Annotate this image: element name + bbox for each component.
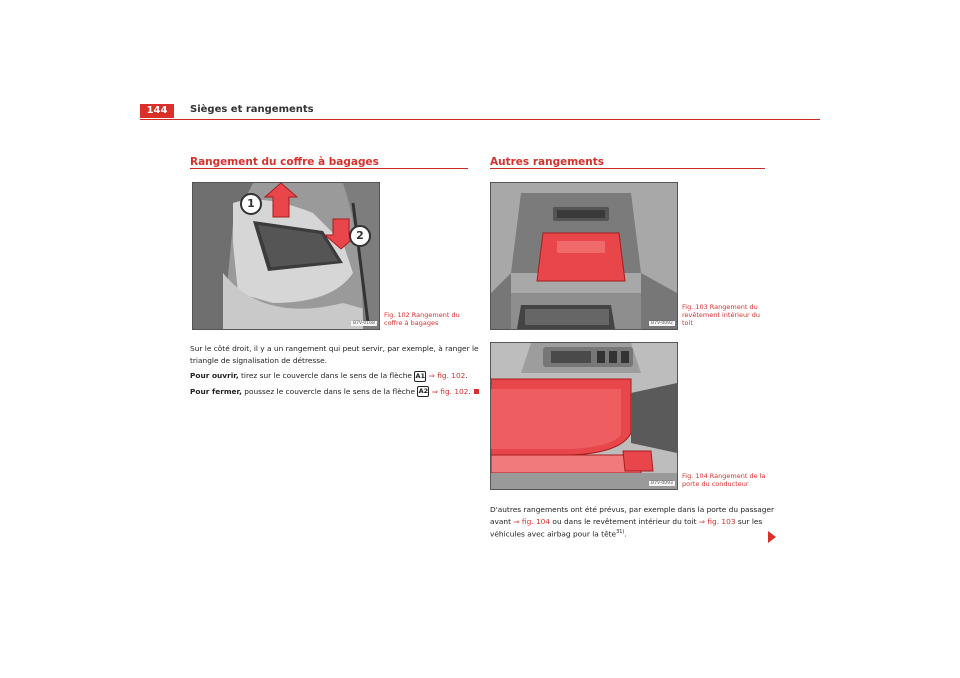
figure-103-illustration: [491, 183, 677, 329]
close-instruction: [190, 386, 480, 398]
paragraph-line: triangle de signalisation de détresse.: [190, 355, 327, 365]
arrow-key-a1: A1: [415, 371, 426, 380]
open-text: tirez sur le couvercle dans le sens de la flèche: [238, 371, 415, 380]
figure-code: B7V-0093: [651, 481, 673, 486]
figure-code: B7V-0168: [353, 321, 375, 326]
arrow-key-a2: A2: [418, 387, 429, 395]
text-run: ou dans le revêtement intérieur du toit: [550, 516, 699, 526]
caption-line: porte du conducteur: [682, 480, 749, 488]
section-divider-right: [490, 168, 765, 169]
paragraph-line: [490, 516, 775, 528]
punctuation: .: [465, 371, 468, 380]
caption-line: Fig. 104 Rangement de la: [682, 472, 766, 480]
close-label: Pour fermer,: [190, 386, 242, 396]
header-divider: [140, 119, 820, 120]
paragraph-line: Sur le côté droit, il y a un rangement qui peut servir, par exemple, à ranger le: [190, 344, 479, 353]
section-title-other-storage: Autres rangements: [490, 156, 605, 168]
text-run: sur les: [735, 516, 763, 526]
caption-line: Fig. 103 Rangement du: [682, 303, 758, 311]
figure-102-caption: [384, 311, 474, 327]
callout-1: 1: [240, 193, 262, 215]
figure-102-trunk-storage: [192, 182, 380, 330]
paragraph-line: [490, 527, 775, 540]
right-body: [490, 504, 775, 540]
chapter-title: Sièges et rangements: [190, 104, 314, 115]
next-page-arrow-icon[interactable]: [768, 531, 776, 543]
figure-104-door-storage: [490, 342, 678, 490]
fig-103-link[interactable]: ⇒ fig. 103: [698, 516, 736, 526]
punctuation: .: [624, 529, 627, 539]
figure-102-illustration: [193, 183, 379, 329]
punctuation: .: [468, 386, 471, 396]
fig-102-link[interactable]: ⇒ fig. 102: [428, 371, 466, 380]
figure-104-illustration: [491, 343, 677, 489]
figure-104-caption: [682, 472, 777, 488]
fig-102-link[interactable]: ⇒ fig. 102: [431, 386, 469, 396]
close-text: poussez le couvercle dans le sens de la flèche: [241, 386, 418, 396]
section-title-trunk-storage: Rangement du coffre à bagages: [190, 156, 379, 168]
caption-line: coffre à bagages: [384, 319, 439, 327]
caption-line: revêtement intérieur du: [682, 311, 761, 319]
left-body: [190, 343, 480, 397]
paragraph-line: D'autres rangements ont été prévus, par exemple dans la porte du passager: [490, 505, 775, 514]
figure-103-caption: [682, 303, 772, 327]
figure-code: B7V-0092: [651, 321, 673, 326]
caption-line: toit: [682, 319, 693, 327]
section-divider-left: [190, 168, 468, 169]
callout-2: 2: [349, 225, 371, 247]
open-label: Pour ouvrir,: [190, 371, 239, 380]
text-run: véhicules avec airbag pour la tête: [490, 529, 617, 539]
text-run: avant: [490, 516, 514, 526]
end-marker-icon: [474, 389, 479, 394]
figure-103-roof-storage: [490, 182, 678, 330]
caption-line: Fig. 102 Rangement du: [384, 311, 460, 319]
footnote-ref[interactable]: 31): [616, 529, 625, 535]
fig-104-link[interactable]: ⇒ fig. 104: [513, 516, 551, 526]
page-number: 144: [140, 104, 174, 118]
open-instruction: [190, 370, 480, 382]
